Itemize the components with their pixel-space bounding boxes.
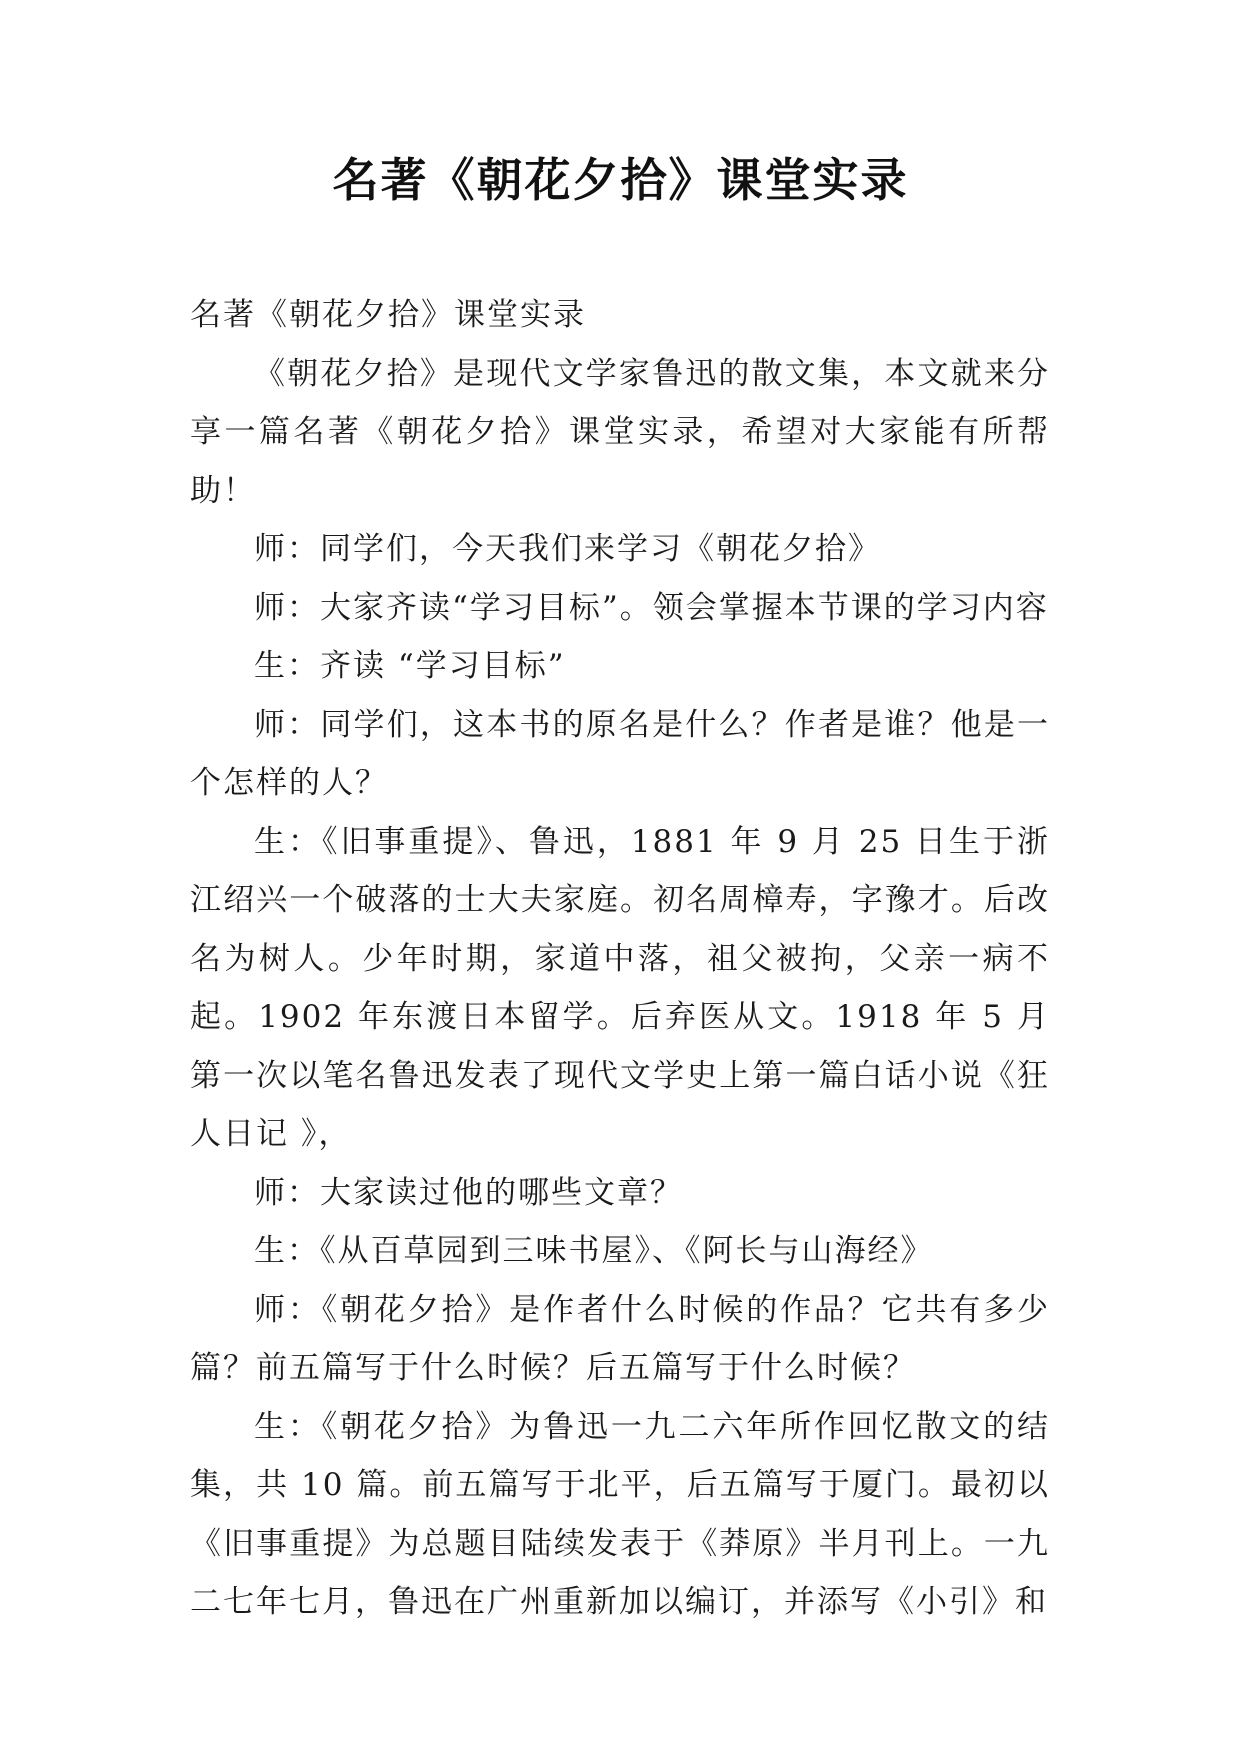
paragraph-student-1: 生：齐读 “学习目标” [254,648,566,684]
paragraph-student-3: 生：《从百草园到三味书屋》、《阿长与山海经》 [254,1233,934,1269]
paragraph-teacher-4: 师：大家读过他的哪些文章？ [254,1174,683,1211]
paragraph-student-2: 生：《旧事重提》、鲁迅，1881 年 9 月 25 日生于浙江绍兴一个破落的士大夫家庭。初名周樟寿，字豫才。后改名为树人。少年时期，家道中落，祖父被拘，父亲一病不起。1902 年东渡日本留学。后弃医从文。1918 年 5 月第一次以笔名鲁迅发表了现代文学史上第一篇白话小说《狂人日记 》， [190,823,1050,1152]
paragraph-teacher-5: 师：《朝花夕拾》是作者什么时候的作品？它共有多少篇？前五篇写于什么时候？后五篇写于什么时候？ [190,1291,1050,1386]
paragraph-student-4: 生：《朝花夕拾》为鲁迅一九二六年所作回忆散文的结集，共 10 篇。前五篇写于北平，后五篇写于厦门。最初以《旧事重提》为总题目陆续发表于《莽原》半月刊上。一九二七年七月，鲁迅在广州重新加以编订，并添写《小引》和 [190,1408,1050,1620]
paragraph-heading: 名著《朝花夕拾》课堂实录 [190,297,586,333]
paragraph-teacher-2: 师：大家齐读“学习目标”。领会掌握本节课的学习内容 [254,589,1049,626]
paragraph-teacher-3: 师：同学们，这本书的原名是什么？作者是谁？他是一个怎样的人？ [190,706,1050,801]
paragraph-intro: 《朝花夕拾》是现代文学家鲁迅的散文集，本文就来分享一篇名著《朝花夕拾》课堂实录，希望对大家能有所帮助！ [190,355,1050,509]
document-title: 名著《朝花夕拾》课堂实录 [332,153,909,207]
document-body [190,286,1050,1632]
paragraph-teacher-1: 师：同学们，今天我们来学习《朝花夕拾》 [254,531,881,567]
